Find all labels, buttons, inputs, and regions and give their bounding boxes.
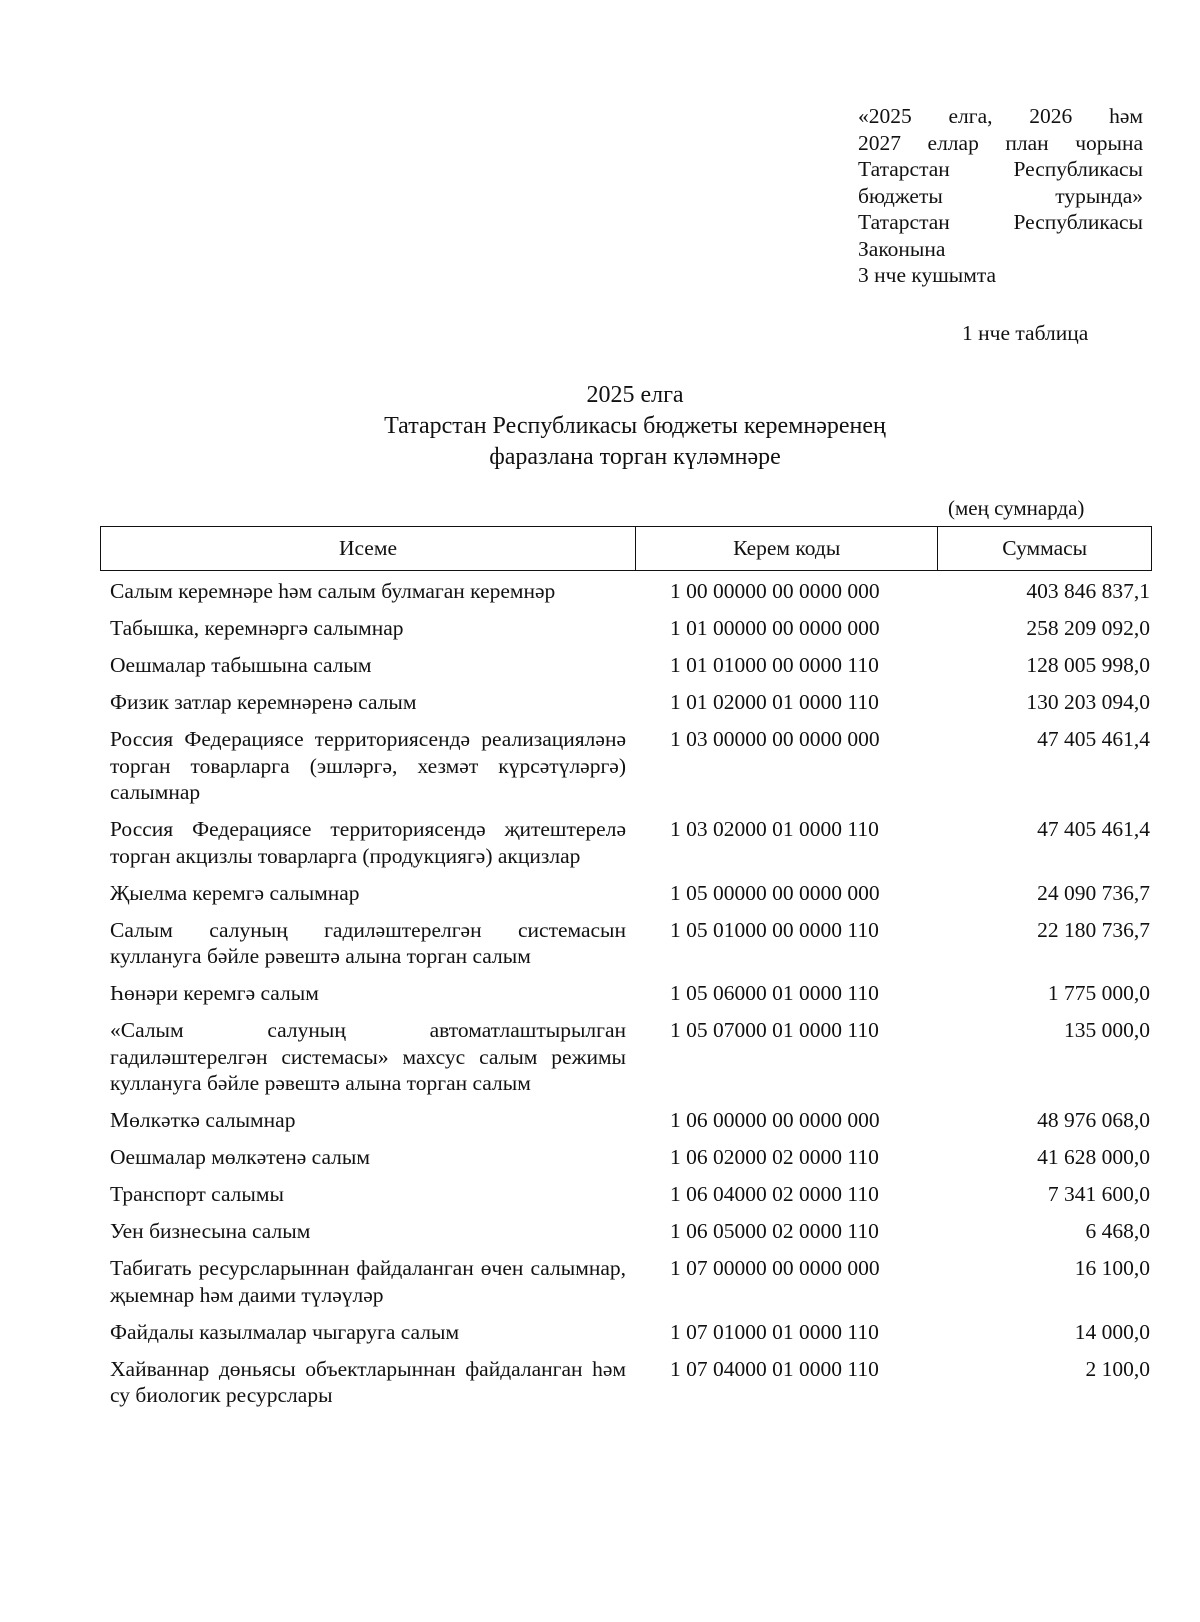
annex-line [858, 156, 1143, 183]
table-row [110, 1181, 1150, 1208]
annex-line [858, 262, 1143, 289]
row-amount: 16 100,0 [1074, 1256, 1150, 1280]
title-line-1: 2025 елга [586, 382, 684, 408]
table-row [110, 880, 1150, 907]
row-name: Салым керемнәре һәм салым булмаган керемнәр [110, 579, 556, 603]
row-code: 1 07 00000 00 0000 000 [670, 1256, 880, 1280]
title-line-2: Татарстан Республикасы бюджеты керемнәренең [384, 413, 886, 439]
row-code: 1 00 00000 00 0000 000 [670, 579, 880, 603]
row-amount: 14 000,0 [1074, 1319, 1150, 1344]
table-row [110, 1107, 1150, 1134]
row-code: 1 06 00000 00 0000 000 [670, 1108, 880, 1132]
header-amount: Суммасы [1002, 536, 1088, 560]
row-amount: 7 341 600,0 [1047, 1182, 1150, 1206]
row-name: Мөлкәткә салымнар [110, 1108, 296, 1132]
row-name: Табигать ресурсларыннан файдаланган өчен салымнар, җыемнар һәм даими түләүләр [110, 1256, 626, 1307]
row-amount: 1 775 000,0 [1047, 981, 1150, 1005]
row-amount: 22 180 736,7 [1037, 917, 1150, 942]
annex-word: Республикасы [1013, 157, 1143, 181]
annex-word: Законына [858, 236, 946, 261]
table-row [110, 980, 1150, 1007]
annex-word: елга, [948, 104, 993, 128]
row-name: Җыелма керемгә салымнар [110, 880, 360, 905]
annex-line [858, 183, 1143, 210]
annex-reference [858, 103, 1143, 289]
table-row [110, 578, 1150, 605]
annex-line [858, 209, 1143, 236]
annex-line [858, 103, 1143, 130]
row-code: 1 03 00000 00 0000 000 [670, 727, 880, 751]
annex-word: 2026 [1029, 104, 1073, 128]
row-amount: 128 005 998,0 [1026, 653, 1150, 677]
row-code: 1 05 07000 01 0000 110 [670, 1018, 879, 1042]
table-row [110, 1144, 1150, 1171]
row-name: «Салым салуның автоматлаштырылган гадиләштерелгән системасы» махсус салым режимы куллануга бәйле рәвештә алына торган салым [110, 1018, 626, 1095]
row-amount: 130 203 094,0 [1026, 690, 1150, 714]
row-code: 1 01 01000 00 0000 110 [670, 653, 879, 677]
header-name: Исеме [101, 527, 636, 570]
row-amount: 41 628 000,0 [1037, 1145, 1150, 1169]
row-code: 1 06 05000 02 0000 110 [670, 1219, 879, 1243]
row-code: 1 05 06000 01 0000 110 [670, 981, 879, 1005]
row-code: 1 07 04000 01 0000 110 [670, 1356, 879, 1381]
annex-line [858, 236, 1143, 263]
table-row [110, 652, 1150, 679]
row-code: 1 05 00000 00 0000 000 [670, 880, 880, 905]
annex-word: план [1005, 130, 1049, 155]
row-name: Россия Федерациясе территориясендә реализацияләнә торган товарларга (эшләргә, хезмәт күрсәтүләргә) салымнар [110, 727, 626, 804]
row-name: Һөнәри керемгә салым [110, 981, 319, 1005]
row-amount: 2 100,0 [1085, 1356, 1150, 1381]
row-amount: 24 090 736,7 [1037, 880, 1150, 905]
row-name: Оешмалар мөлкәтенә салым [110, 1145, 370, 1169]
row-code: 1 03 02000 01 0000 110 [670, 817, 879, 841]
annex-word: 3 нче кушымта [858, 263, 997, 287]
table-number: 1 нче таблица [962, 321, 1089, 345]
table-row [110, 689, 1150, 716]
annex-word: бюджеты [858, 183, 943, 208]
row-code: 1 01 00000 00 0000 000 [670, 616, 880, 640]
row-name: Оешмалар табышына салым [110, 653, 372, 677]
row-name: Табышка, керемнәргә салымнар [110, 616, 404, 640]
table-row [110, 816, 1150, 869]
row-amount: 258 209 092,0 [1026, 616, 1150, 640]
table-row [110, 1319, 1150, 1346]
annex-word: «2025 [858, 104, 912, 128]
row-code: 1 05 01000 00 0000 110 [670, 917, 879, 942]
annex-word: Татарстан [858, 157, 950, 181]
table-row [110, 726, 1150, 806]
row-code: 1 01 02000 01 0000 110 [670, 690, 879, 714]
annex-line [858, 130, 1143, 157]
table-row [110, 1255, 1150, 1308]
row-name: Физик затлар керемнәренә салым [110, 690, 417, 714]
title-line-3: фаразлана торган күләмнәре [489, 444, 781, 470]
annex-word: турында» [1055, 183, 1143, 208]
row-amount: 135 000,0 [1064, 1018, 1150, 1042]
row-amount: 47 405 461,4 [1037, 727, 1150, 751]
row-amount: 47 405 461,4 [1037, 817, 1150, 841]
annex-word: Татарстан [858, 210, 950, 234]
row-code: 1 06 02000 02 0000 110 [670, 1145, 879, 1169]
table-row [110, 917, 1150, 970]
units-label: (мең сумнарда) [948, 496, 1085, 520]
row-name: Файдалы казылмалар чыгаруга салым [110, 1319, 460, 1344]
table-row [110, 1017, 1150, 1097]
annex-word: Республикасы [1013, 210, 1143, 234]
annex-word: 2027 [858, 130, 901, 155]
row-name: Хайваннар дөньясы объектларыннан файдаланган һәм су биологик ресурслары [110, 1356, 626, 1407]
document-title [250, 380, 1020, 473]
table-row [110, 615, 1150, 642]
table-row [110, 1356, 1150, 1409]
row-name: Россия Федерациясе территориясендә җитештерелә торган акцизлы товарларга (продукциягә) акцизлар [110, 817, 626, 868]
row-name: Транспорт салымы [110, 1182, 284, 1206]
annex-word: һәм [1109, 104, 1143, 128]
annex-word: чорына [1075, 130, 1143, 155]
table-body [110, 578, 1150, 1419]
header-code: Керем коды [636, 527, 938, 570]
row-name: Уен бизнесына салым [110, 1219, 311, 1243]
row-amount: 403 846 837,1 [1026, 579, 1150, 603]
row-amount: 6 468,0 [1085, 1219, 1150, 1243]
row-amount: 48 976 068,0 [1037, 1108, 1150, 1132]
row-name: Салым салуның гадиләштерелгән системасын куллануга бәйле рәвештә алына торган салым [110, 917, 626, 968]
table-header [100, 526, 1152, 571]
annex-word: еллар [927, 130, 979, 155]
row-code: 1 07 01000 01 0000 110 [670, 1319, 879, 1344]
table-row [110, 1218, 1150, 1245]
row-code: 1 06 04000 02 0000 110 [670, 1182, 879, 1206]
